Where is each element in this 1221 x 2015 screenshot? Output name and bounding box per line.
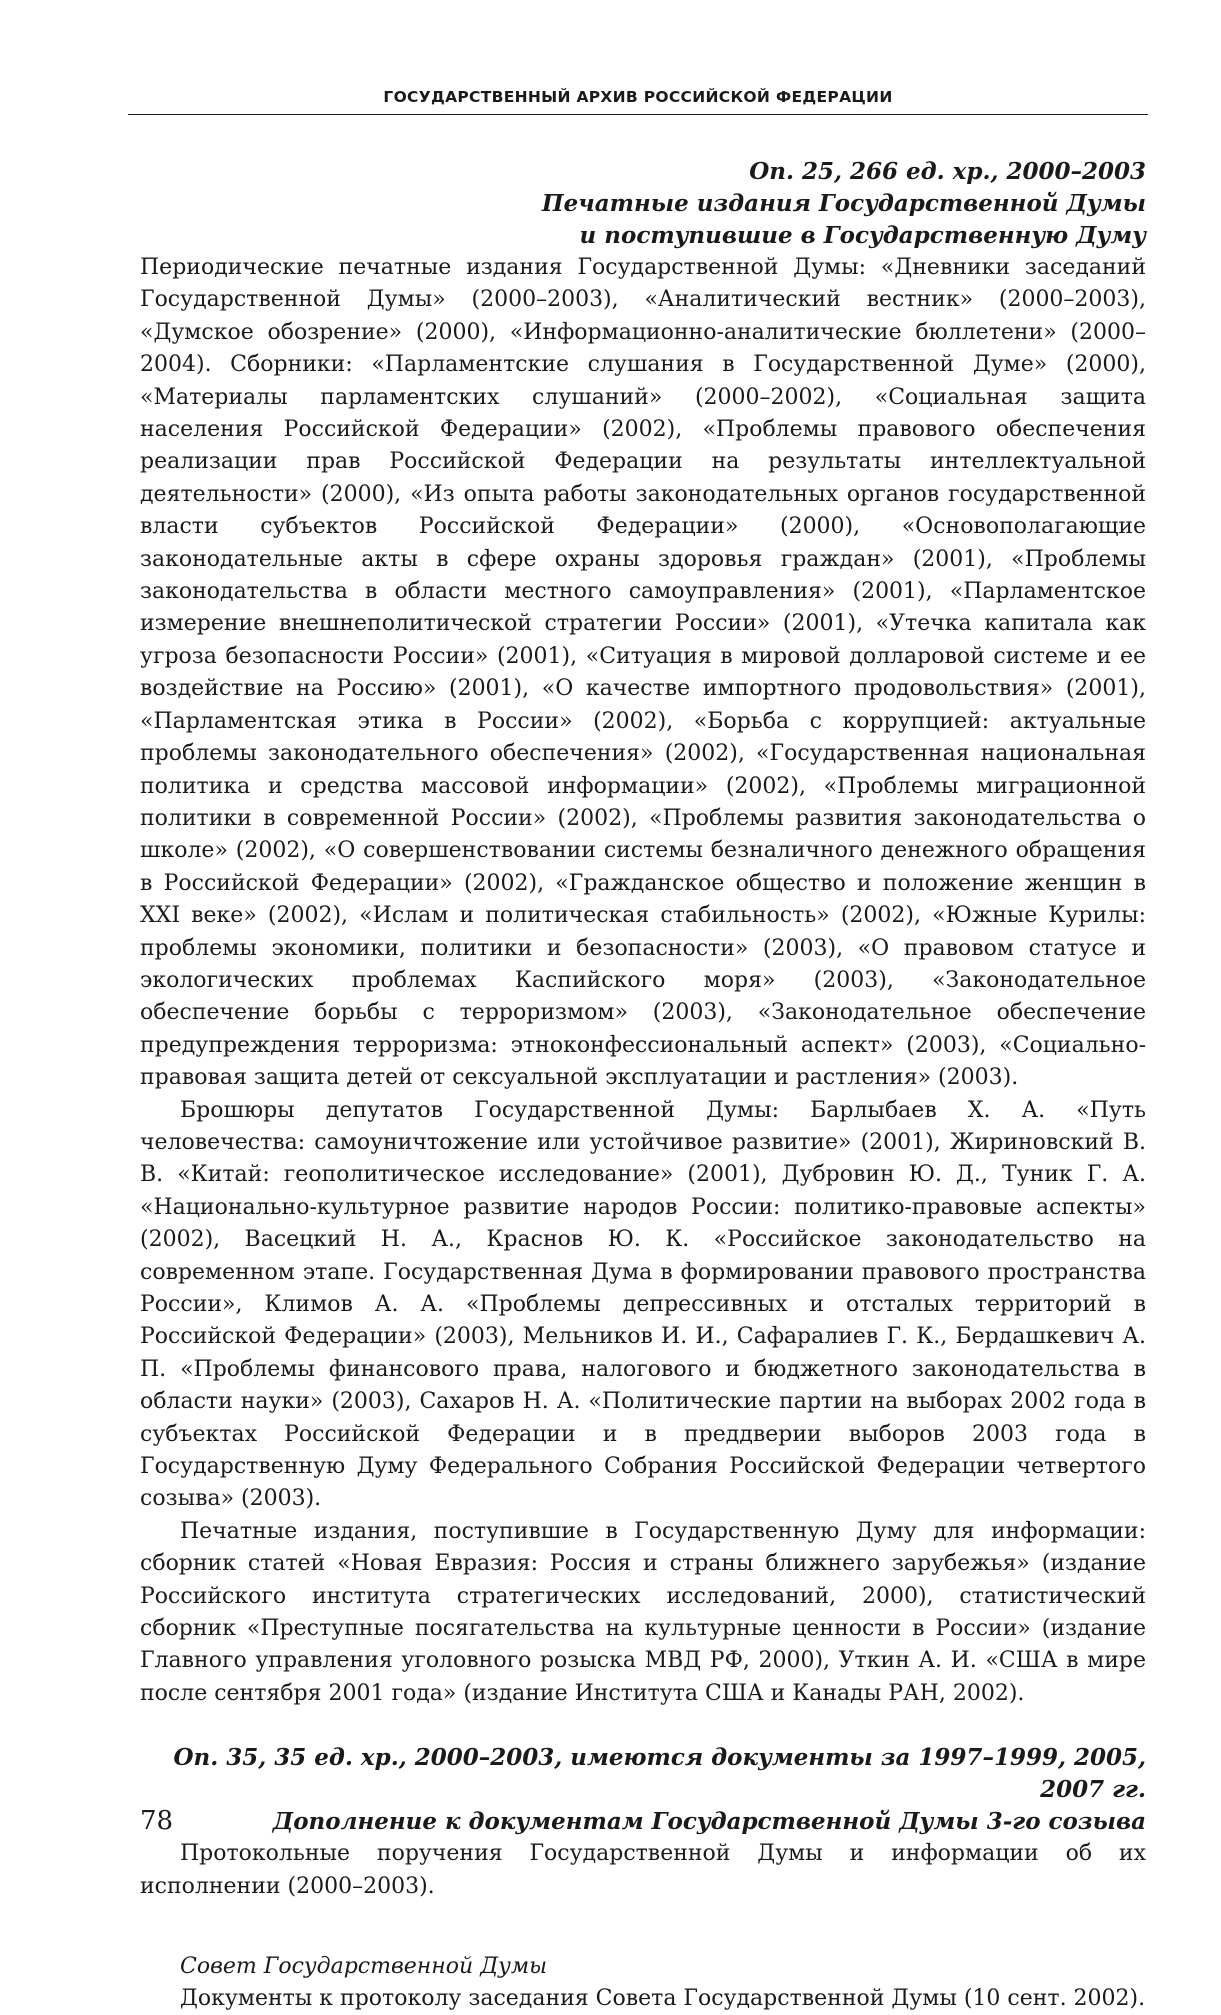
section2-subheading: Совет Государственной Думы [180, 1954, 547, 1980]
section2-heading-line2: Дополнение к документам Государственной Думы 3-го созыва [272, 1808, 1146, 1836]
section1-heading-line2: Печатные издания Государственной Думы [541, 190, 1146, 217]
section2-heading-line1: Оп. 35, 35 ед. хр., 2000–2003, имеются документы за 1997–1999, 2005, 2007 гг. [173, 1744, 1146, 1804]
page-number: 78 [140, 1806, 174, 1836]
section2-heading [140, 1742, 1146, 1838]
section1-heading [140, 156, 1146, 252]
header-rule [128, 114, 1148, 115]
section1-paragraph-received: Печатные издания, поступившие в Государственную Думу для информации: сборник статей «Новая Евразия: Россия и страны ближнего зарубежья» (издание Российского института стратегических исследований, 2000), статистический сборник «Преступные посягательства на культурные ценности в России» (издание Главного управления уголовного розыска МВД РФ, 2000), Уткин А. И. «США в мире после сентября 2001 года» (издание Института США и Канады РАН, 2002). [140, 1518, 1146, 1706]
section1-paragraph-brochures: Брошюры депутатов Государственной Думы: Барлыбаев Х. А. «Путь человечества: самоуничтожение или устойчивое развитие» (2001), Жириновский В. В. «Китай: геополитическое исследование» (2001), Дубровин Ю. Д., Туник Г. А. «Национально-культурное развитие народов России: политико-правовые аспекты» (2002), Васецкий Н. А., Краснов Ю. К. «Российское законодательство на современном этапе. Государственная Дума в формировании правового пространства России», Климов А. А. «Проблемы депрессивных и отсталых территорий в Российской Федерации» (2003), Мельников И. И., Сафаралиев Г. К., Бердашкевич А. П. «Проблемы финансового права, налогового и бюджетного законодательства в области науки» (2003), Сахаров Н. А. «Политические партии на выборах 2002 года в субъектах Российской Федерации и в преддверии выборов 2003 года в Государственную Думу Федерального Собрания Российской Федерации четвертого созыва» (2003). [140, 1097, 1146, 1512]
section1-body [140, 252, 1146, 1710]
running-title: ГОСУДАРСТВЕННЫЙ АРХИВ РОССИЙСКОЙ ФЕДЕРАЦИИ [383, 88, 893, 106]
section2-body [140, 1838, 1146, 1903]
section1-heading-line1: Оп. 25, 266 ед. хр., 2000–2003 [749, 158, 1146, 185]
section2-paragraph-council: Документы к протоколу заседания Совета Государственной Думы (10 сент. 2002). [180, 1986, 1146, 2012]
section1-paragraph-periodicals: Периодические печатные издания Государственной Думы: «Дневники заседаний Государственной Думы» (2000–2003), «Аналитический вестник» (2000–2003), «Думское обозрение» (2000), «Информационно-аналитические бюллетени» (2000–2004). Сборники: «Парламентские слушания в Государственной Думе» (2000), «Материалы парламентских слушаний» (2000–2002), «Социальная защита населения Российской Федерации» (2002), «Проблемы правового обеспечения реализации прав Российской Федерации на результаты интеллектуальной деятельности» (2000), «Из опыта работы законодательных органов государственной власти субъектов Российской Федерации» (2000), «Основополагающие законодательные акты в сфере охраны здоровья граждан» (2001), «Проблемы законодательства в области местного самоуправления» (2001), «Парламентское измерение внешнеполитической стратегии России» (2001), «Утечка капитала как угроза безопасности России» (2001), «Ситуация в мировой долларовой системе и ее воздействие на Россию» (2001), «О качестве импортного продовольствия» (2001), «Парламентская этика в России» (2002), «Борьба с коррупцией: актуальные проблемы законодательного обеспечения» (2002), «Государственная национальная политика и средства массовой информации» (2002), «Проблемы миграционной политики в современной России» (2002), «Проблемы развития законодательства о школе» (2002), «О совершенствовании системы безналичного денежного обращения в Российской Федерации» (2002), «Гражданское общество и положение женщин в XXI веке» (2002), «Ислам и политическая стабильность» (2002), «Южные Курилы: проблемы экономики, политики и безопасности» (2003), «О правовом статусе и экологических проблемах Каспийского моря» (2003), «Законодательное обеспечение борьбы с терроризмом» (2003), «Законодательное обеспечение предупреждения терроризма: этноконфессиональный аспект» (2003), «Социально-правовая защита детей от сексуальной эксплуатации и растления» (2003). [140, 255, 1146, 1091]
section2-paragraph-orders: Протокольные поручения Государственной Думы и информации об их исполнении (2000–2003). [140, 1841, 1146, 1899]
page-content [140, 156, 1146, 2015]
section1-heading-line3: и поступившие в Государственную Думу [579, 222, 1146, 249]
